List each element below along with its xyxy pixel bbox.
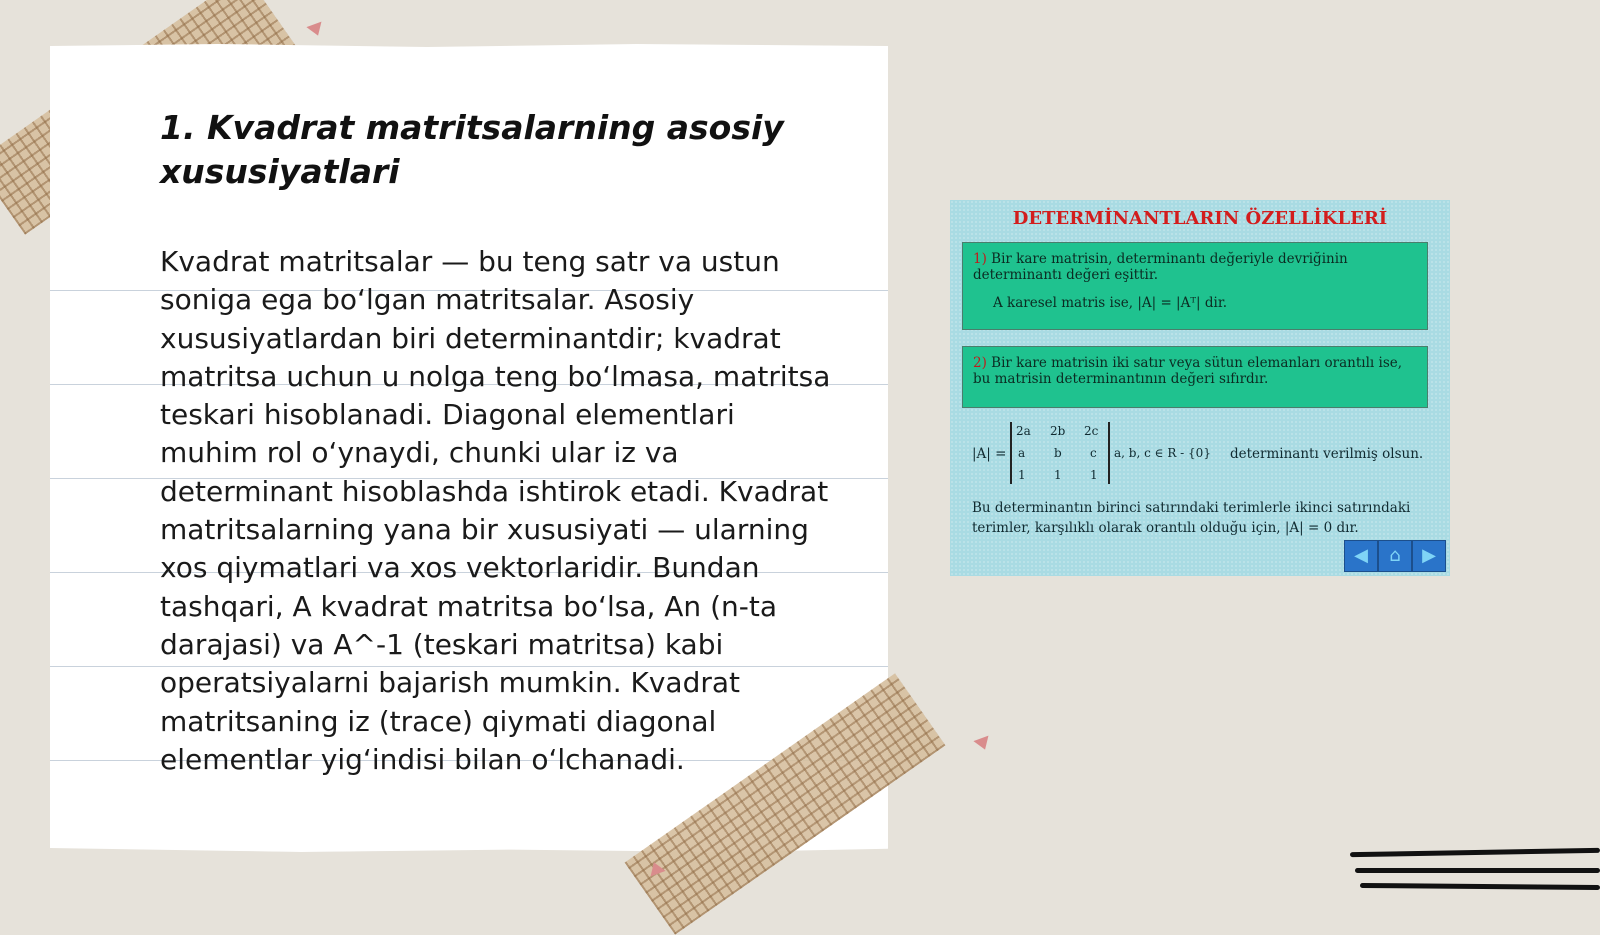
property-number: 1) — [973, 251, 987, 267]
matrix-cell: c — [1090, 446, 1097, 460]
matrix-cell: 1 — [1090, 468, 1098, 482]
matrix-cell: 1 — [1054, 468, 1062, 482]
tape-pin-icon — [973, 736, 992, 753]
matrix-cell: 2b — [1050, 424, 1066, 438]
decorative-stroke — [1360, 883, 1600, 890]
property-text: Bir kare matrisin iki satır veya sütun elemanları orantılı ise, bu matrisin determinantının değeri sıfırdır. — [973, 355, 1403, 387]
property-box-1 — [962, 242, 1428, 330]
matrix-note: determinantı verilmiş olsun. — [1230, 446, 1424, 462]
matrix-condition: a, b, c ∈ R - {0} — [1114, 446, 1211, 460]
slide-title: 1. Kvadrat matritsalarning asosiy xususiyatlari — [160, 108, 784, 191]
next-arrow-icon[interactable]: ▶ — [1412, 540, 1446, 572]
prev-arrow-icon[interactable]: ◀ — [1344, 540, 1378, 572]
image-title: DETERMİNANTLARIN ÖZELLİKLERİ — [1012, 208, 1388, 229]
matrix-cell: 1 — [1018, 468, 1026, 482]
home-icon[interactable]: ⌂ — [1378, 540, 1412, 572]
tape-pin-icon — [306, 22, 325, 39]
decorative-stroke — [1350, 848, 1600, 857]
slide-body-text: Kvadrat matritsalar — bu teng satr va ustun soniga ega bo‘lgan matritsalar. Asosiy xususiyatlardan biri determinantdir; kvadrat matritsa uchun u nolga teng bo‘lmasa, matritsa teskari hisoblanadi. Diagonal elementlari muhim rol o‘ynaydi, chunki ular iz va determinant hisoblashda ishtirok etadi. Kvadrat matritsalarning yana bir xususiyati — ularning xos qiymatlari va xos vektorlaridir. Bundan tashqari, A kvadrat matritsa bo‘lsa, An (n-ta darajasi) va A^-1 (teskari matritsa) kabi operatsiyalarni bajarish mumkin. Kvadrat matritsaning iz (trace) qiymati diagonal elementlar yig‘indisi bilan o‘lchanadi. — [160, 245, 831, 776]
property-formula: A karesel matris ise, |A| = |Aᵀ| dir. — [993, 295, 1228, 311]
matrix-cell: 2c — [1084, 424, 1099, 438]
image-nav-buttons — [1344, 540, 1446, 572]
determinant-properties-image — [950, 200, 1450, 576]
property-number: 2) — [973, 355, 987, 371]
matrix-cell: 2a — [1016, 424, 1031, 438]
decorative-stroke — [1355, 868, 1600, 873]
matrix-label: |A| = — [972, 446, 1007, 462]
matrix-cell: a — [1018, 446, 1026, 460]
conclusion-text: Bu determinantın birinci satırındaki terimlerle ikinci satırındaki terimler, karşılıklı olarak orantılı olduğu için, |A| = 0 dır. — [972, 500, 1411, 536]
property-text: Bir kare matrisin, determinantı değeriyle devriğinin determinantı değeri eşittir. — [973, 251, 1348, 283]
property-box-2 — [962, 346, 1428, 408]
matrix-cell: b — [1054, 446, 1062, 460]
determinant-matrix — [1010, 422, 1110, 484]
